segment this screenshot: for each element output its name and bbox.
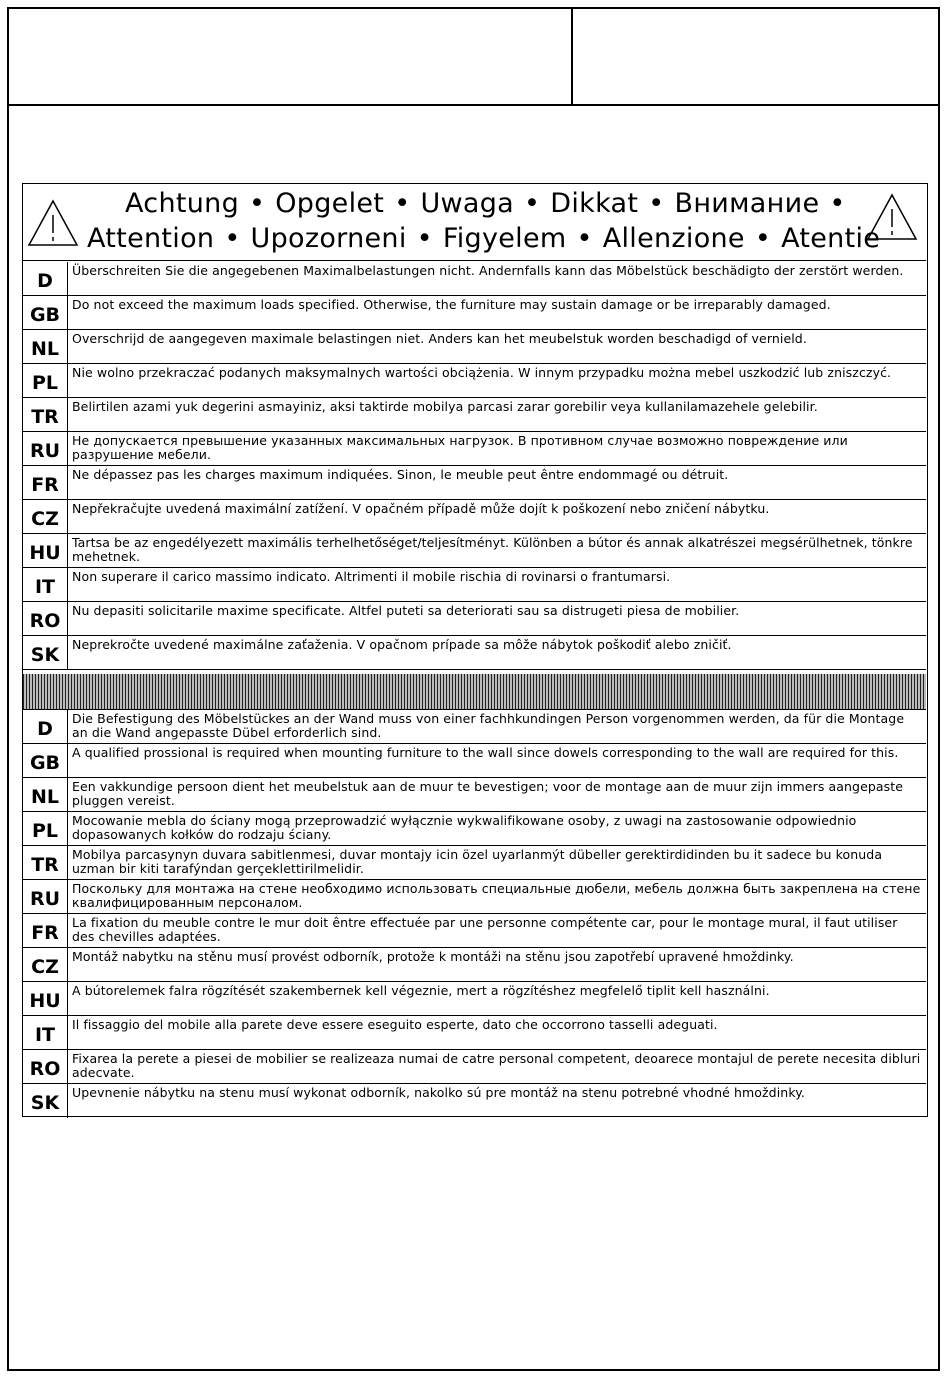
language-code: CZ (23, 500, 68, 533)
language-code: HU (23, 534, 68, 567)
language-row (23, 948, 926, 982)
language-row (23, 602, 926, 636)
bullet-separator: • (394, 188, 411, 219)
language-row (23, 846, 926, 880)
instruction-text: Не допускается превышение указанных максимальных нагрузок. В противном случае возможно повреждение или разрушение мебели. (72, 433, 848, 462)
language-row (23, 466, 926, 500)
language-row (23, 710, 926, 744)
language-row (23, 880, 926, 914)
warning-word: Figyelem (442, 223, 567, 254)
language-code: CZ (23, 948, 68, 981)
language-code: SK (23, 636, 68, 669)
instruction-text: Nu depasiti solicitarile maxime specificate. Altfel puteti sa deteriorati sau sa distrugeti piesa de mobilier. (72, 603, 740, 618)
warning-word: Dikkat (550, 188, 639, 219)
instruction-text: Een vakkundige persoon dient het meubelstuk aan de muur te bevestigen; voor de montage aan de muur zijn immers aangepaste pluggen vereist. (72, 779, 904, 808)
instruction-text: Montáž nabytku na stěnu musí provést odborník, protože k montáži na stěnu jsou zapotřebí upravené hmoždinky. (72, 949, 794, 964)
instruction-text: Ne dépassez pas les charges maximum indiquées. Sinon, le meuble peut êntre endommagé ou détruit. (72, 467, 729, 482)
bullet-separator: • (829, 188, 846, 219)
language-code: PL (23, 812, 68, 845)
language-row (23, 1084, 926, 1118)
language-row (23, 432, 926, 466)
warning-word: Atentie (781, 223, 881, 254)
warning-word: Opgelet (275, 188, 385, 219)
instruction-text: A bútorelemek falra rögzítését szakembernek kell végeznie, mert a rögzítéshez megfelelő tiplit kell használni. (72, 983, 770, 998)
language-row (23, 398, 926, 432)
warning-word: Attention (87, 223, 215, 254)
warning-word: Upozorneni (250, 223, 407, 254)
title-block-left-cell (7, 7, 573, 104)
language-code: RU (23, 880, 68, 913)
warning-triangle-icon (27, 199, 79, 249)
language-code: IT (23, 568, 68, 601)
instruction-text: Nepřekračujte uvedená maximální zatížení. V opačném případě může dojít k poškození nebo zničení nábytku. (72, 501, 770, 516)
language-code: HU (23, 982, 68, 1015)
language-code: RO (23, 602, 68, 635)
warning-word: Allenzione (602, 223, 745, 254)
language-row (23, 914, 926, 948)
instruction-text: Mocowanie mebla do ściany mogą przeprowadzić wyłącznie wykwalifikowane osoby, z uwagi na zastosowanie odpowiednio dopasowanych kołków do rodzaju ściany. (72, 813, 857, 842)
max-load-section (23, 262, 926, 670)
language-code: NL (23, 778, 68, 811)
bullet-separator: • (648, 188, 665, 219)
wall-mounting-section (23, 710, 926, 1118)
language-code: GB (23, 744, 68, 777)
instruction-text: Neprekročte uvedené maximálne zaťaženia. V opačnom prípade sa môže nábytok poškodiť alebo zničiť. (72, 637, 732, 652)
bullet-separator: • (224, 223, 241, 254)
language-row (23, 534, 926, 568)
language-row (23, 364, 926, 398)
warning-word: Uwaga (420, 188, 515, 219)
language-row (23, 1016, 926, 1050)
language-row (23, 262, 926, 296)
instruction-text: Overschrijd de aangegeven maximale belastingen niet. Anders kan het meubelstuk worden beschadigd of vernield. (72, 331, 807, 346)
language-row (23, 330, 926, 364)
warning-box (22, 183, 928, 1117)
language-code: NL (23, 330, 68, 363)
instruction-text: Belirtilen azami yuk degerini asmayiniz, aksi taktirde mobilya parcasi zarar gorebilir veya kullanilamazehele gelebilir. (72, 399, 818, 414)
bullet-separator: • (249, 188, 266, 219)
language-code: IT (23, 1016, 68, 1049)
warning-heading-line-2 (87, 224, 880, 254)
instruction-text: Überschreiten Sie die angegebenen Maximalbelastungen nicht. Andernfalls kann das Möbelstück beschädigto der zerstört werden. (72, 263, 904, 278)
bullet-separator: • (754, 223, 772, 254)
instruction-text: Tartsa be az engedélyezett maximális terhelhetőséget/teljesítményt. Különben a bútor és annak alkatrészei megsérülhetnek, tönkre mehetnek. (72, 535, 913, 564)
language-row (23, 812, 926, 846)
language-row (23, 982, 926, 1016)
warning-heading-line-1 (125, 189, 856, 219)
warning-word: Внимание (674, 188, 820, 219)
instruction-text: Il fissaggio del mobile alla parete deve essere eseguito esperte, dato che occorrono tasselli adeguati. (72, 1017, 718, 1032)
language-code: FR (23, 914, 68, 947)
instruction-text: Do not exceed the maximum loads specified. Otherwise, the furniture may sustain damage or be irreparably damaged. (72, 297, 831, 312)
bullet-separator: • (524, 188, 541, 219)
bullet-separator: • (416, 223, 433, 254)
language-row (23, 568, 926, 602)
instruction-text: Nie wolno przekraczać podanych maksymalnych wartości obciążenia. W innym przypadku można mebel uszkodzić lub zniszczyć. (72, 365, 892, 380)
language-row (23, 296, 926, 330)
language-row (23, 778, 926, 812)
language-code: D (23, 262, 68, 295)
language-row (23, 1050, 926, 1084)
instruction-text: Поскольку для монтажа на стене необходимо использовать специальные дюбели, мебель должна быть закреплена на стене квалифицированным персоналом. (72, 881, 921, 910)
language-code: FR (23, 466, 68, 499)
instruction-text: A qualified prossional is required when mounting furniture to the wall since dowels corresponding to the wall are required for this. (72, 745, 899, 760)
language-code: RU (23, 432, 68, 465)
title-block (7, 7, 940, 106)
language-code: TR (23, 398, 68, 431)
bullet-separator: • (576, 223, 593, 254)
warning-word: Achtung (125, 188, 240, 219)
language-code: GB (23, 296, 68, 329)
instruction-text: La fixation du meuble contre le mur doit êntre effectuée par une personne compétente car, pour le montage mural, il faut utiliser des chevilles adaptées. (72, 915, 898, 944)
language-row (23, 744, 926, 778)
title-block-right-cell (573, 7, 938, 104)
language-code: TR (23, 846, 68, 879)
warning-header (23, 184, 926, 261)
instruction-text: Upevnenie nábytku na stenu musí wykonat odborník, nakolko sú pre montáž na stenu potrebné vhodné hmoždinky. (72, 1085, 805, 1100)
language-code: PL (23, 364, 68, 397)
language-code: RO (23, 1050, 68, 1083)
instruction-text: Die Befestigung des Möbelstückes an der Wand muss von einer fachhkundingen Person vorgenommen werden, da für die Montage an die Wand angepasste Dübel erforderlich sind. (72, 711, 905, 740)
instruction-text: Mobilya parcasynyn duvara sabitlenmesi, duvar montajy icin özel uyarlanmýt dübeller gerektirdidinden bu it sadece bu konuda uzman bir kiti tarafýndan gerçeklettirilmelidir. (72, 847, 883, 876)
language-row (23, 636, 926, 670)
section-divider-band (23, 674, 926, 710)
instruction-text: Fixarea la perete a piesei de mobilier se realizeaza numai de catre personal competent, deoarece montajul de perete necesita dibluri adecvate. (72, 1051, 921, 1080)
language-code: D (23, 710, 68, 743)
language-code: SK (23, 1084, 68, 1118)
language-row (23, 500, 926, 534)
instruction-text: Non superare il carico massimo indicato. Altrimenti il mobile rischia di rovinarsi o frantumarsi. (72, 569, 671, 584)
